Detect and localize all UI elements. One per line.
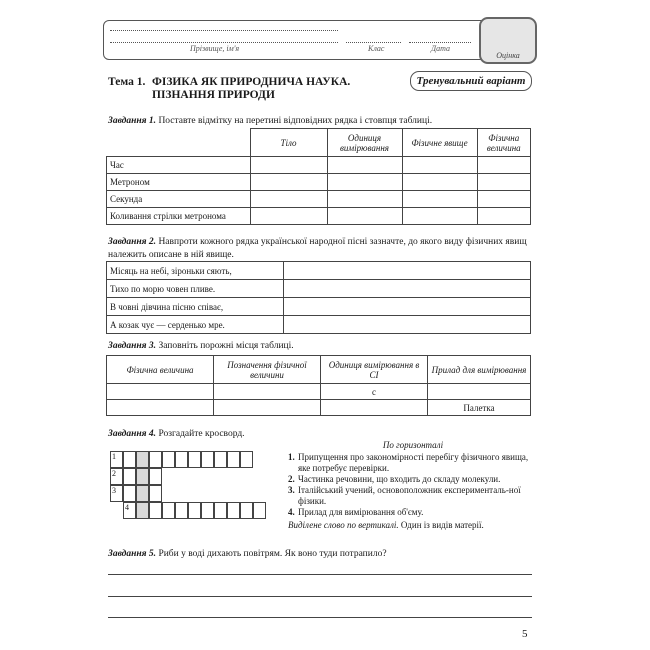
crossword-cell[interactable] [253, 502, 266, 519]
t3-col-header: Прилад для вимірювання [428, 356, 531, 384]
clues-heading: По горизонталі [382, 440, 444, 450]
answer-line[interactable] [108, 596, 532, 597]
answer-cell[interactable] [284, 316, 531, 334]
song-line: В човні дівчина пісню співає, [107, 298, 284, 316]
t1-col-header: Тіло [250, 129, 327, 157]
answer-cell[interactable] [402, 157, 477, 174]
answer-cell[interactable] [214, 384, 321, 400]
crossword-number-cell[interactable]: 2 [110, 468, 123, 485]
task3-text: Заповніть порожні місця таблиці. [158, 341, 294, 351]
clue-text: Прилад для вимірювання об'єму. [298, 507, 424, 517]
crossword-cell[interactable] [214, 451, 227, 468]
answer-cell[interactable] [402, 191, 477, 208]
answer-cell[interactable] [321, 400, 428, 416]
answer-cell[interactable] [477, 191, 531, 208]
t1-row-label: Час [107, 157, 251, 174]
answer-cell[interactable] [477, 174, 531, 191]
date-line[interactable] [409, 42, 471, 43]
song-line: А козак чує — серденько мре. [107, 316, 284, 334]
answer-cell[interactable] [327, 157, 402, 174]
answer-cell[interactable] [284, 298, 531, 316]
task2-prompt [108, 236, 532, 262]
crossword-cell[interactable] [149, 451, 162, 468]
answer-cell[interactable] [402, 174, 477, 191]
clue-item [288, 485, 538, 507]
crossword-cell[interactable] [201, 451, 214, 468]
class-line[interactable] [346, 42, 401, 43]
clue-number: 1. [288, 452, 295, 462]
t3-cell: с [321, 384, 428, 400]
task5-label: Завдання 5. [108, 549, 157, 559]
answer-cell[interactable] [402, 208, 477, 225]
crossword-cell[interactable] [123, 485, 136, 502]
theme-title [108, 76, 350, 102]
task2-text: Навпроти кожного рядка української народної пісні зазначте, до якого виду фізичних явищ належить описане в ній явище. [108, 237, 527, 260]
answer-cell[interactable] [250, 191, 327, 208]
task1-label: Завдання 1. [108, 116, 157, 126]
student-info-box [103, 20, 532, 60]
crossword-number-cell[interactable]: 3 [110, 485, 123, 502]
answer-cell[interactable] [428, 384, 531, 400]
task1-prompt [108, 115, 532, 128]
t1-row-label: Секунда [107, 191, 251, 208]
crossword-cell[interactable] [149, 502, 162, 519]
task1-table [106, 128, 531, 225]
theme-title-line1: ФІЗИКА ЯК ПРИРОДНИЧА НАУКА. [152, 76, 351, 88]
crossword-cell[interactable] [136, 468, 149, 485]
crossword-cell[interactable] [201, 502, 214, 519]
t1-col-header: Фізичне явище [402, 129, 477, 157]
vertical-clue [288, 520, 538, 531]
answer-cell[interactable] [250, 157, 327, 174]
task1-text: Поставте відмітку на перетині відповідних рядка і стовпця таблиці. [158, 116, 433, 126]
name-label: Прізвище, ім'я [190, 44, 240, 53]
vertical-clue-text: Один із видів матерії. [400, 520, 484, 530]
crossword-cell[interactable] [162, 451, 175, 468]
task3-table [106, 355, 531, 416]
t1-col-header: Одиниця вимірювання [327, 129, 402, 157]
answer-cell[interactable] [250, 208, 327, 225]
t1-row-label: Коливання стрілки метронома [107, 208, 251, 225]
crossword-cell[interactable] [136, 451, 149, 468]
answer-cell[interactable] [327, 174, 402, 191]
score-label: Оцінка [496, 51, 520, 60]
crossword-cell[interactable] [240, 451, 253, 468]
crossword-number-cell[interactable]: 4 [123, 502, 136, 519]
score-box[interactable] [479, 17, 537, 64]
t1-row-label: Метроном [107, 174, 251, 191]
crossword-clues [288, 440, 538, 531]
answer-cell[interactable] [327, 191, 402, 208]
crossword-cell[interactable] [136, 502, 149, 519]
song-line: Тихо по морю човен пливе. [107, 280, 284, 298]
vertical-clue-label: Виділене слово по вертикалі. [288, 520, 399, 530]
theme-title-line2: ПІЗНАННЯ ПРИРОДИ [152, 89, 275, 101]
class-label: Клас [368, 44, 385, 53]
crossword-cell[interactable] [149, 485, 162, 502]
clue-item [288, 507, 538, 518]
date-label: Дата [431, 44, 450, 53]
crossword-cell[interactable] [175, 502, 188, 519]
crossword-cell[interactable] [123, 468, 136, 485]
crossword-cell[interactable] [136, 485, 149, 502]
t3-col-header: Позначення фізичної величини [214, 356, 321, 384]
crossword-number-cell[interactable]: 1 [110, 451, 123, 468]
clue-text: Італійський учений, основоположник експерименталь-ної фізики. [298, 485, 521, 506]
name-line-2[interactable] [110, 42, 338, 43]
answer-line[interactable] [108, 574, 532, 575]
task5-text: Риби у воді дихають повітрям. Як воно туди потрапило? [158, 549, 387, 559]
clue-number: 2. [288, 474, 295, 484]
variant-badge: Тренувальний варіант [410, 71, 532, 91]
t1-col-header: Фізична величина [477, 129, 531, 157]
name-line [110, 30, 338, 31]
t3-cell: Палетка [428, 400, 531, 416]
t3-col-header: Одиниця вимірювання в СІ [321, 356, 428, 384]
crossword-cell[interactable] [162, 502, 175, 519]
crossword-cell[interactable] [188, 451, 201, 468]
clue-text: Частинка речовини, що входить до складу молекули. [298, 474, 501, 484]
answer-line[interactable] [108, 617, 532, 618]
theme-number: Тема 1. [108, 76, 146, 88]
task3-label: Завдання 3. [108, 341, 157, 351]
task5-prompt [108, 548, 532, 561]
answer-cell[interactable] [477, 208, 531, 225]
task4-text: Розгадайте кросворд. [158, 429, 245, 439]
crossword-cell[interactable] [227, 451, 240, 468]
crossword-cell[interactable] [175, 451, 188, 468]
clue-item [288, 452, 538, 474]
answer-cell[interactable] [214, 400, 321, 416]
clue-item [288, 474, 538, 485]
song-line: Місяць на небі, зіроньки сяють, [107, 262, 284, 280]
corner-cell [107, 129, 251, 157]
crossword-cell[interactable] [227, 502, 240, 519]
clue-text: Припущення про закономірності перебігу фізичного явища, яке потребує перевірки. [298, 452, 529, 473]
answer-cell[interactable] [107, 400, 214, 416]
task3-prompt [108, 340, 532, 353]
answer-cell[interactable] [107, 384, 214, 400]
crossword-cell[interactable] [214, 502, 227, 519]
answer-cell[interactable] [284, 280, 531, 298]
answer-cell[interactable] [250, 174, 327, 191]
crossword-cell[interactable] [123, 451, 136, 468]
page-number: 5 [522, 628, 528, 640]
task4-label: Завдання 4. [108, 429, 157, 439]
crossword-cell[interactable] [188, 502, 201, 519]
clue-number: 3. [288, 485, 295, 495]
crossword-cell[interactable] [149, 468, 162, 485]
t3-col-header: Фізична величина [107, 356, 214, 384]
task2-table [106, 261, 531, 334]
answer-cell[interactable] [284, 262, 531, 280]
answer-cell[interactable] [477, 157, 531, 174]
task2-label: Завдання 2. [108, 237, 157, 247]
crossword-cell[interactable] [240, 502, 253, 519]
clue-number: 4. [288, 507, 295, 517]
answer-cell[interactable] [327, 208, 402, 225]
